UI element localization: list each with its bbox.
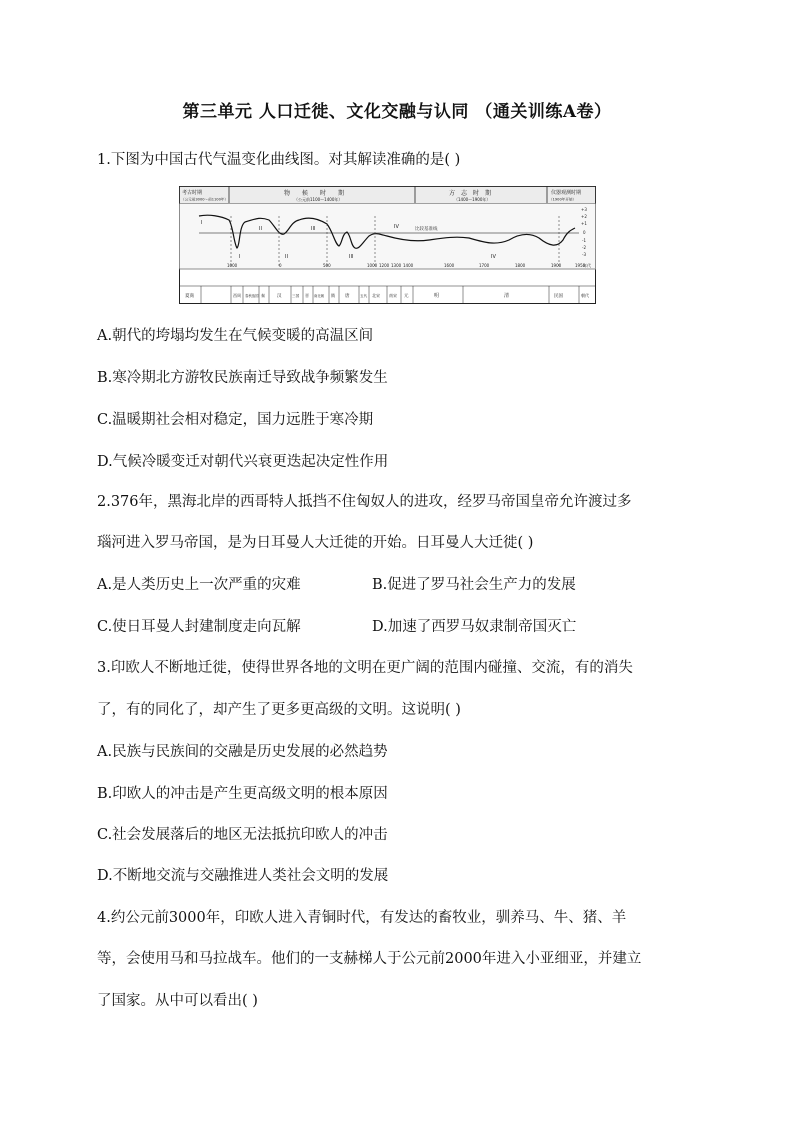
cold-period-2: II	[285, 254, 288, 260]
q1-option-d: D.气候冷暖变迁对朝代兴衰更迭起决定性作用	[97, 454, 389, 470]
y-tick: -3	[582, 252, 586, 257]
cold-period-3: III	[349, 254, 354, 260]
dynasty-cell: 五代	[360, 294, 368, 298]
x-tick: 1900	[551, 263, 562, 268]
dynasty-cell: 汉	[277, 294, 282, 299]
x-tick: 1000	[367, 263, 378, 268]
dynasty-cell: 明	[434, 293, 440, 299]
y-tick: +3	[581, 207, 587, 212]
dynasty-cell: 南宋	[389, 293, 397, 298]
y-tick: -1	[582, 238, 586, 243]
dynasty-cell: 元	[404, 294, 409, 299]
x-tick: 1200	[379, 263, 390, 268]
x-tick: 1800	[515, 263, 526, 268]
q4-stem-line3: 了国家。从中可以看出( )	[97, 993, 258, 1009]
q1-option-a: A.朝代的垮塌均发生在气候变暖的高温区间	[97, 328, 374, 344]
x-tick: 500	[323, 263, 331, 268]
q3-stem-line1: 3.印欧人不断地迁徙，使得世界各地的文明在更广阔的范围内碰撞、交流，有的消失	[97, 660, 633, 676]
header-gazetteer: 方 志 时 期	[449, 190, 492, 197]
q1-stem: 1.下图为中国古代气温变化曲线图。对其解读准确的是( )	[97, 152, 461, 168]
q2-option-b: B.促进了罗马社会生产力的发展	[372, 577, 576, 593]
q2-option-c: C.使日耳曼人封建制度走向瓦解	[97, 619, 301, 635]
dynasty-cell: 三国	[292, 294, 300, 298]
dynasty-cell: 西周	[233, 293, 241, 298]
dynasty-cell: 夏商	[185, 294, 194, 299]
climate-figure	[179, 186, 599, 304]
y-tick: 0	[583, 230, 586, 235]
baseline-label: 比较基准线	[415, 227, 438, 232]
x-tick: 1000	[227, 263, 238, 268]
dynasty-axis-label: 朝代	[581, 293, 589, 298]
cold-period-4: IV	[491, 254, 496, 260]
q3-option-b: B.印欧人的冲击是产生更高级文明的根本原因	[97, 786, 388, 802]
dynasty-cell: 南北朝	[314, 294, 325, 298]
y-tick: +2	[581, 214, 587, 219]
q2-option-a: A.是人类历史上一次严重的灾难	[97, 577, 301, 593]
warm-period-4: IV	[394, 224, 399, 230]
x-tick: 1700	[479, 263, 490, 268]
dynasty-cell: 北宋	[372, 293, 380, 298]
q2-stem-line2: 瑙河进入罗马帝国，是为日耳曼人大迁徙的开始。日耳曼人大迁徙( )	[97, 535, 534, 551]
q2-stem-line1: 2.376年，黑海北岸的西哥特人抵挡不住匈奴人的进攻，经罗马帝国皇帝允许渡过多	[97, 494, 632, 510]
header-archaeo-sub: （公元前3000～前1100年）	[181, 197, 229, 202]
dynasty-cell: 清	[504, 293, 510, 299]
dynasty-cell: 隋	[331, 293, 335, 298]
header-phenology: 物 候 时 期	[284, 190, 345, 197]
year-axis-label: 年代	[583, 263, 591, 268]
q3-option-a: A.民族与民族间的交融是历史发展的必然趋势	[97, 744, 388, 760]
x-tick: 1300	[391, 263, 402, 268]
warm-period-1: I	[201, 220, 203, 226]
dynasty-cell: 晋	[305, 293, 309, 298]
x-tick: 1600	[444, 263, 455, 268]
q1-option-c: C.温暖期社会相对稳定，国力远胜于寒冷期	[97, 412, 374, 428]
q4-stem-line1: 4.约公元前3000年，印欧人进入青铜时代，有发达的畜牧业，驯养马、牛、猪、羊	[97, 910, 627, 926]
warm-period-2: II	[259, 226, 262, 232]
q3-option-c: C.社会发展落后的地区无法抵抗印欧人的冲击	[97, 827, 388, 843]
x-tick: 1400	[403, 263, 414, 268]
y-tick: +1	[581, 221, 587, 226]
header-archaeo: 考古时期	[182, 190, 203, 196]
header-instrument-sub: （1900年开始）	[549, 197, 577, 202]
unit-title: 第三单元 人口迁徙、文化交融与认同 （通关训练A卷）	[182, 102, 612, 122]
y-tick: -2	[582, 245, 586, 250]
temperature-chart	[179, 186, 599, 304]
q1-option-b: B.寒冷期北方游牧民族南迁导致战争频繁发生	[97, 370, 388, 386]
header-phenology-sub: （公元前1100～1400年）	[294, 197, 343, 202]
cold-period-1: I	[239, 254, 241, 260]
dynasty-cell: 春秋战国	[245, 294, 259, 298]
warm-period-3: III	[311, 226, 316, 232]
q2-option-d: D.加速了西罗马奴隶制帝国灭亡	[372, 619, 577, 635]
q3-stem-line2: 了，有的同化了，却产生了更多更高级的文明。这说明( )	[97, 702, 461, 718]
x-tick: 0	[279, 263, 282, 268]
header-gazetteer-sub: （1400～1900年）	[454, 197, 491, 202]
dynasty-cell: 唐	[345, 294, 350, 299]
x-tick: 1950	[575, 263, 586, 268]
dynasty-cell: 民国	[554, 294, 563, 299]
q3-option-d: D.不断地交流与交融推进人类社会文明的发展	[97, 868, 389, 884]
q4-stem-line2: 等，会使用马和马拉战车。他们的一支赫梯人于公元前2000年进入小亚细亚，并建立	[97, 951, 642, 967]
header-instrument: 仪器观测时期	[551, 190, 582, 196]
dynasty-cell: 秦	[261, 293, 265, 298]
